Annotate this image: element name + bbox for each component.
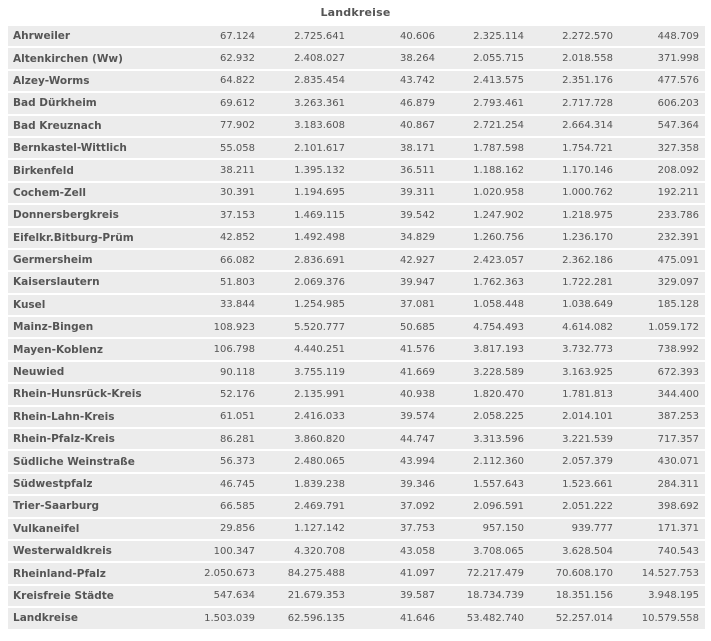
value-cell: 77.902 bbox=[163, 116, 259, 138]
value-cell: 106.798 bbox=[163, 339, 259, 361]
value-cell: 606.203 bbox=[617, 93, 705, 115]
table-row bbox=[8, 339, 705, 361]
value-cell: 2.835.454 bbox=[259, 71, 349, 93]
value-cell: 738.992 bbox=[617, 339, 705, 361]
value-cell: 329.097 bbox=[617, 272, 705, 294]
district-name-cell: Donnersbergkreis bbox=[8, 205, 163, 227]
value-cell: 2.051.222 bbox=[528, 496, 617, 518]
table-row bbox=[8, 26, 705, 48]
table-row bbox=[8, 48, 705, 70]
value-cell: 1.236.170 bbox=[528, 228, 617, 250]
district-name-cell: Altenkirchen (Ww) bbox=[8, 48, 163, 70]
table-row bbox=[8, 160, 705, 182]
value-cell: 1.762.363 bbox=[439, 272, 528, 294]
value-cell: 547.634 bbox=[163, 586, 259, 608]
table-title: Landkreise bbox=[320, 6, 391, 19]
district-name-cell: Rhein-Lahn-Kreis bbox=[8, 407, 163, 429]
district-name-cell: Bernkastel-Wittlich bbox=[8, 138, 163, 160]
value-cell: 3.263.361 bbox=[259, 93, 349, 115]
value-cell: 38.264 bbox=[349, 48, 439, 70]
value-cell: 14.527.753 bbox=[617, 563, 705, 585]
value-cell: 371.998 bbox=[617, 48, 705, 70]
value-cell: 41.646 bbox=[349, 608, 439, 630]
district-name-cell: Kaiserslautern bbox=[8, 272, 163, 294]
value-cell: 52.257.014 bbox=[528, 608, 617, 630]
value-cell: 62.596.135 bbox=[259, 608, 349, 630]
value-cell: 36.511 bbox=[349, 160, 439, 182]
value-cell: 2.101.617 bbox=[259, 138, 349, 160]
value-cell: 1.260.756 bbox=[439, 228, 528, 250]
district-name-cell: Landkreise bbox=[8, 608, 163, 630]
value-cell: 18.351.156 bbox=[528, 586, 617, 608]
value-cell: 430.071 bbox=[617, 451, 705, 473]
district-name-cell: Westerwaldkreis bbox=[8, 541, 163, 563]
value-cell: 3.755.119 bbox=[259, 362, 349, 384]
value-cell: 717.357 bbox=[617, 429, 705, 451]
data-table bbox=[8, 26, 705, 631]
value-cell: 1.194.695 bbox=[259, 183, 349, 205]
district-name-cell: Kusel bbox=[8, 295, 163, 317]
value-cell: 39.311 bbox=[349, 183, 439, 205]
value-cell: 547.364 bbox=[617, 116, 705, 138]
value-cell: 42.852 bbox=[163, 228, 259, 250]
value-cell: 1.523.661 bbox=[528, 474, 617, 496]
district-name-cell: Rhein-Hunsrück-Kreis bbox=[8, 384, 163, 406]
value-cell: 66.585 bbox=[163, 496, 259, 518]
value-cell: 3.183.608 bbox=[259, 116, 349, 138]
value-cell: 2.717.728 bbox=[528, 93, 617, 115]
district-name-cell: Birkenfeld bbox=[8, 160, 163, 182]
value-cell: 2.721.254 bbox=[439, 116, 528, 138]
value-cell: 5.520.777 bbox=[259, 317, 349, 339]
district-name-cell: Südliche Weinstraße bbox=[8, 451, 163, 473]
value-cell: 2.325.114 bbox=[439, 26, 528, 48]
value-cell: 46.879 bbox=[349, 93, 439, 115]
district-name-cell: Mainz-Bingen bbox=[8, 317, 163, 339]
value-cell: 4.320.708 bbox=[259, 541, 349, 563]
value-cell: 37.753 bbox=[349, 519, 439, 541]
value-cell: 37.081 bbox=[349, 295, 439, 317]
table-row bbox=[8, 608, 705, 630]
value-cell: 327.358 bbox=[617, 138, 705, 160]
table-row bbox=[8, 183, 705, 205]
value-cell: 39.346 bbox=[349, 474, 439, 496]
value-cell: 185.128 bbox=[617, 295, 705, 317]
value-cell: 1.557.643 bbox=[439, 474, 528, 496]
value-cell: 56.373 bbox=[163, 451, 259, 473]
value-cell: 1.839.238 bbox=[259, 474, 349, 496]
value-cell: 1.754.721 bbox=[528, 138, 617, 160]
value-cell: 1.038.649 bbox=[528, 295, 617, 317]
table-row bbox=[8, 474, 705, 496]
value-cell: 90.118 bbox=[163, 362, 259, 384]
value-cell: 21.679.353 bbox=[259, 586, 349, 608]
table-row bbox=[8, 205, 705, 227]
value-cell: 1.218.975 bbox=[528, 205, 617, 227]
value-cell: 3.221.539 bbox=[528, 429, 617, 451]
value-cell: 2.050.673 bbox=[163, 563, 259, 585]
district-name-cell: Germersheim bbox=[8, 250, 163, 272]
table-row bbox=[8, 563, 705, 585]
value-cell: 3.948.195 bbox=[617, 586, 705, 608]
value-cell: 41.097 bbox=[349, 563, 439, 585]
value-cell: 43.058 bbox=[349, 541, 439, 563]
value-cell: 64.822 bbox=[163, 71, 259, 93]
district-name-cell: Ahrweiler bbox=[8, 26, 163, 48]
district-name-cell: Südwestpfalz bbox=[8, 474, 163, 496]
value-cell: 39.947 bbox=[349, 272, 439, 294]
table-row bbox=[8, 138, 705, 160]
district-name-cell: Rheinland-Pfalz bbox=[8, 563, 163, 585]
value-cell: 2.664.314 bbox=[528, 116, 617, 138]
value-cell: 55.058 bbox=[163, 138, 259, 160]
value-cell: 37.153 bbox=[163, 205, 259, 227]
value-cell: 1.722.281 bbox=[528, 272, 617, 294]
value-cell: 2.351.176 bbox=[528, 71, 617, 93]
value-cell: 86.281 bbox=[163, 429, 259, 451]
value-cell: 939.777 bbox=[528, 519, 617, 541]
district-name-cell: Vulkaneifel bbox=[8, 519, 163, 541]
value-cell: 1.787.598 bbox=[439, 138, 528, 160]
value-cell: 44.747 bbox=[349, 429, 439, 451]
table-row bbox=[8, 407, 705, 429]
district-name-cell: Neuwied bbox=[8, 362, 163, 384]
value-cell: 2.725.641 bbox=[259, 26, 349, 48]
value-cell: 477.576 bbox=[617, 71, 705, 93]
value-cell: 3.228.589 bbox=[439, 362, 528, 384]
value-cell: 1.170.146 bbox=[528, 160, 617, 182]
table-row bbox=[8, 519, 705, 541]
value-cell: 43.994 bbox=[349, 451, 439, 473]
value-cell: 29.856 bbox=[163, 519, 259, 541]
value-cell: 1.020.958 bbox=[439, 183, 528, 205]
value-cell: 41.576 bbox=[349, 339, 439, 361]
value-cell: 2.055.715 bbox=[439, 48, 528, 70]
district-name-cell: Trier-Saarburg bbox=[8, 496, 163, 518]
value-cell: 2.480.065 bbox=[259, 451, 349, 473]
district-name-cell: Mayen-Koblenz bbox=[8, 339, 163, 361]
value-cell: 2.057.379 bbox=[528, 451, 617, 473]
value-cell: 66.082 bbox=[163, 250, 259, 272]
value-cell: 41.669 bbox=[349, 362, 439, 384]
table-row bbox=[8, 93, 705, 115]
table-row bbox=[8, 250, 705, 272]
district-name-cell: Eifelkr.Bitburg-Prüm bbox=[8, 228, 163, 250]
value-cell: 30.391 bbox=[163, 183, 259, 205]
value-cell: 39.574 bbox=[349, 407, 439, 429]
table-row bbox=[8, 496, 705, 518]
value-cell: 18.734.739 bbox=[439, 586, 528, 608]
value-cell: 40.606 bbox=[349, 26, 439, 48]
table-row bbox=[8, 295, 705, 317]
value-cell: 233.786 bbox=[617, 205, 705, 227]
value-cell: 232.391 bbox=[617, 228, 705, 250]
value-cell: 53.482.740 bbox=[439, 608, 528, 630]
value-cell: 108.923 bbox=[163, 317, 259, 339]
value-cell: 42.927 bbox=[349, 250, 439, 272]
value-cell: 4.440.251 bbox=[259, 339, 349, 361]
table-body bbox=[8, 26, 705, 631]
value-cell: 40.938 bbox=[349, 384, 439, 406]
value-cell: 1.254.985 bbox=[259, 295, 349, 317]
district-name-cell: Kreisfreie Städte bbox=[8, 586, 163, 608]
value-cell: 1.000.762 bbox=[528, 183, 617, 205]
value-cell: 1.188.162 bbox=[439, 160, 528, 182]
value-cell: 1.058.448 bbox=[439, 295, 528, 317]
table-row bbox=[8, 71, 705, 93]
value-cell: 37.092 bbox=[349, 496, 439, 518]
value-cell: 192.211 bbox=[617, 183, 705, 205]
value-cell: 33.844 bbox=[163, 295, 259, 317]
value-cell: 448.709 bbox=[617, 26, 705, 48]
value-cell: 100.347 bbox=[163, 541, 259, 563]
value-cell: 39.587 bbox=[349, 586, 439, 608]
value-cell: 475.091 bbox=[617, 250, 705, 272]
district-name-cell: Alzey-Worms bbox=[8, 71, 163, 93]
value-cell: 2.135.991 bbox=[259, 384, 349, 406]
value-cell: 84.275.488 bbox=[259, 563, 349, 585]
value-cell: 2.836.691 bbox=[259, 250, 349, 272]
value-cell: 1.395.132 bbox=[259, 160, 349, 182]
value-cell: 171.371 bbox=[617, 519, 705, 541]
value-cell: 387.253 bbox=[617, 407, 705, 429]
value-cell: 2.069.376 bbox=[259, 272, 349, 294]
value-cell: 740.543 bbox=[617, 541, 705, 563]
value-cell: 2.362.186 bbox=[528, 250, 617, 272]
value-cell: 2.423.057 bbox=[439, 250, 528, 272]
value-cell: 2.416.033 bbox=[259, 407, 349, 429]
value-cell: 38.211 bbox=[163, 160, 259, 182]
value-cell: 344.400 bbox=[617, 384, 705, 406]
value-cell: 43.742 bbox=[349, 71, 439, 93]
value-cell: 1.469.115 bbox=[259, 205, 349, 227]
value-cell: 2.058.225 bbox=[439, 407, 528, 429]
value-cell: 38.171 bbox=[349, 138, 439, 160]
table-row bbox=[8, 451, 705, 473]
value-cell: 69.612 bbox=[163, 93, 259, 115]
district-name-cell: Bad Kreuznach bbox=[8, 116, 163, 138]
value-cell: 70.608.170 bbox=[528, 563, 617, 585]
value-cell: 1.059.172 bbox=[617, 317, 705, 339]
table-row bbox=[8, 272, 705, 294]
value-cell: 1.820.470 bbox=[439, 384, 528, 406]
value-cell: 67.124 bbox=[163, 26, 259, 48]
value-cell: 39.542 bbox=[349, 205, 439, 227]
value-cell: 2.469.791 bbox=[259, 496, 349, 518]
value-cell: 208.092 bbox=[617, 160, 705, 182]
value-cell: 3.628.504 bbox=[528, 541, 617, 563]
value-cell: 72.217.479 bbox=[439, 563, 528, 585]
value-cell: 50.685 bbox=[349, 317, 439, 339]
value-cell: 1.781.813 bbox=[528, 384, 617, 406]
value-cell: 284.311 bbox=[617, 474, 705, 496]
value-cell: 672.393 bbox=[617, 362, 705, 384]
table-row bbox=[8, 116, 705, 138]
value-cell: 4.614.082 bbox=[528, 317, 617, 339]
value-cell: 2.112.360 bbox=[439, 451, 528, 473]
district-name-cell: Bad Dürkheim bbox=[8, 93, 163, 115]
value-cell: 398.692 bbox=[617, 496, 705, 518]
value-cell: 2.413.575 bbox=[439, 71, 528, 93]
value-cell: 61.051 bbox=[163, 407, 259, 429]
value-cell: 40.867 bbox=[349, 116, 439, 138]
value-cell: 3.817.193 bbox=[439, 339, 528, 361]
table-row bbox=[8, 541, 705, 563]
value-cell: 3.313.596 bbox=[439, 429, 528, 451]
value-cell: 51.803 bbox=[163, 272, 259, 294]
value-cell: 2.096.591 bbox=[439, 496, 528, 518]
value-cell: 52.176 bbox=[163, 384, 259, 406]
value-cell: 2.793.461 bbox=[439, 93, 528, 115]
table-row bbox=[8, 429, 705, 451]
value-cell: 3.708.065 bbox=[439, 541, 528, 563]
district-name-cell: Rhein-Pfalz-Kreis bbox=[8, 429, 163, 451]
value-cell: 1.127.142 bbox=[259, 519, 349, 541]
value-cell: 34.829 bbox=[349, 228, 439, 250]
table-row bbox=[8, 586, 705, 608]
value-cell: 3.163.925 bbox=[528, 362, 617, 384]
value-cell: 2.018.558 bbox=[528, 48, 617, 70]
value-cell: 10.579.558 bbox=[617, 608, 705, 630]
value-cell: 4.754.493 bbox=[439, 317, 528, 339]
value-cell: 3.860.820 bbox=[259, 429, 349, 451]
value-cell: 2.408.027 bbox=[259, 48, 349, 70]
value-cell: 1.503.039 bbox=[163, 608, 259, 630]
table-row bbox=[8, 317, 705, 339]
value-cell: 62.932 bbox=[163, 48, 259, 70]
table-row bbox=[8, 384, 705, 406]
value-cell: 2.014.101 bbox=[528, 407, 617, 429]
value-cell: 957.150 bbox=[439, 519, 528, 541]
value-cell: 3.732.773 bbox=[528, 339, 617, 361]
value-cell: 1.492.498 bbox=[259, 228, 349, 250]
value-cell: 2.272.570 bbox=[528, 26, 617, 48]
district-name-cell: Cochem-Zell bbox=[8, 183, 163, 205]
value-cell: 1.247.902 bbox=[439, 205, 528, 227]
table-row bbox=[8, 228, 705, 250]
table-row bbox=[8, 362, 705, 384]
value-cell: 46.745 bbox=[163, 474, 259, 496]
